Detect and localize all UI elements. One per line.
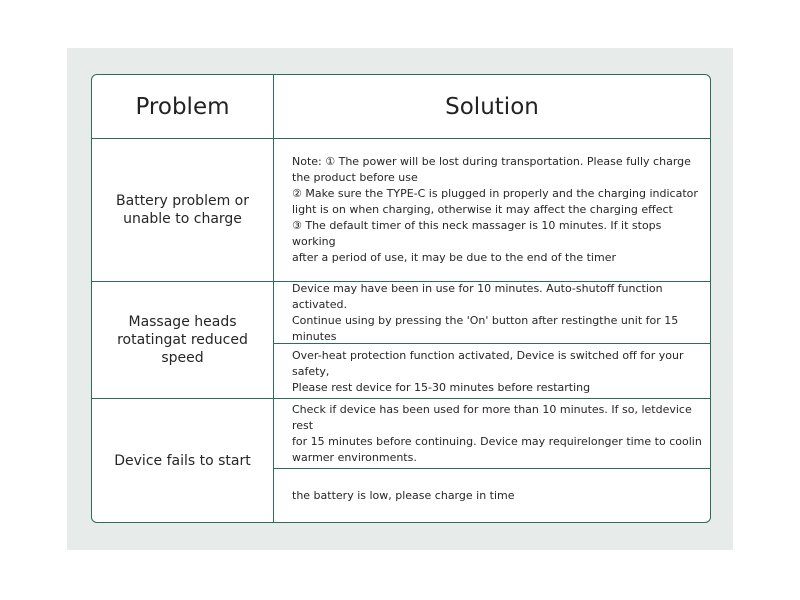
solution-text: Check if device has been used for more than 10 minutes. If so, letdevice rest for 15 minutes before continuing. Device may requirelonger time to coolin warmer environments.	[292, 402, 702, 464]
solution-item	[274, 470, 710, 522]
solution-cell	[274, 282, 710, 398]
solution-item	[274, 399, 710, 469]
troubleshooting-table	[91, 74, 711, 523]
problem-header: Problem	[135, 93, 230, 120]
solution-text: the battery is low, please charge in time	[292, 489, 515, 502]
solution-item	[274, 139, 710, 281]
problem-cell	[92, 399, 274, 522]
table-row	[92, 282, 710, 399]
table-row	[92, 139, 710, 282]
solution-item	[274, 282, 710, 344]
solution-header-cell	[274, 75, 710, 138]
problem-cell	[92, 139, 274, 281]
problem-header-cell	[92, 75, 274, 138]
problem-text: Device fails to start	[114, 452, 251, 469]
table-row	[92, 399, 710, 522]
problem-text: Battery problem or unable to charge	[116, 193, 249, 227]
problem-cell	[92, 282, 274, 398]
solution-text: Device may have been in use for 10 minutes. Auto-shutoff function activated. Continue using by pressing the 'On' button after restingthe unit for 15 minutes	[292, 281, 679, 343]
problem-text: Massage heads rotatingat reduced speed	[117, 314, 248, 366]
solution-item	[274, 345, 710, 398]
solution-cell	[274, 399, 710, 522]
solution-cell	[274, 139, 710, 281]
solution-text: Note: ① The power will be lost during transportation. Please fully charge the product before use ② Make sure the TYPE-C is plugged in properly and the charging indicator light is on when charging, otherwise it may affect the charging effect ③ The default timer of this neck massager is 10 minutes. If it stops working after a period of use, it may be due to the end of the timer	[292, 155, 698, 264]
solution-text: Over-heat protection function activated, Device is switched off for your safety, Please rest device for 15-30 minutes before restarting	[292, 348, 684, 394]
header-row	[92, 75, 710, 139]
solution-header: Solution	[445, 93, 539, 120]
